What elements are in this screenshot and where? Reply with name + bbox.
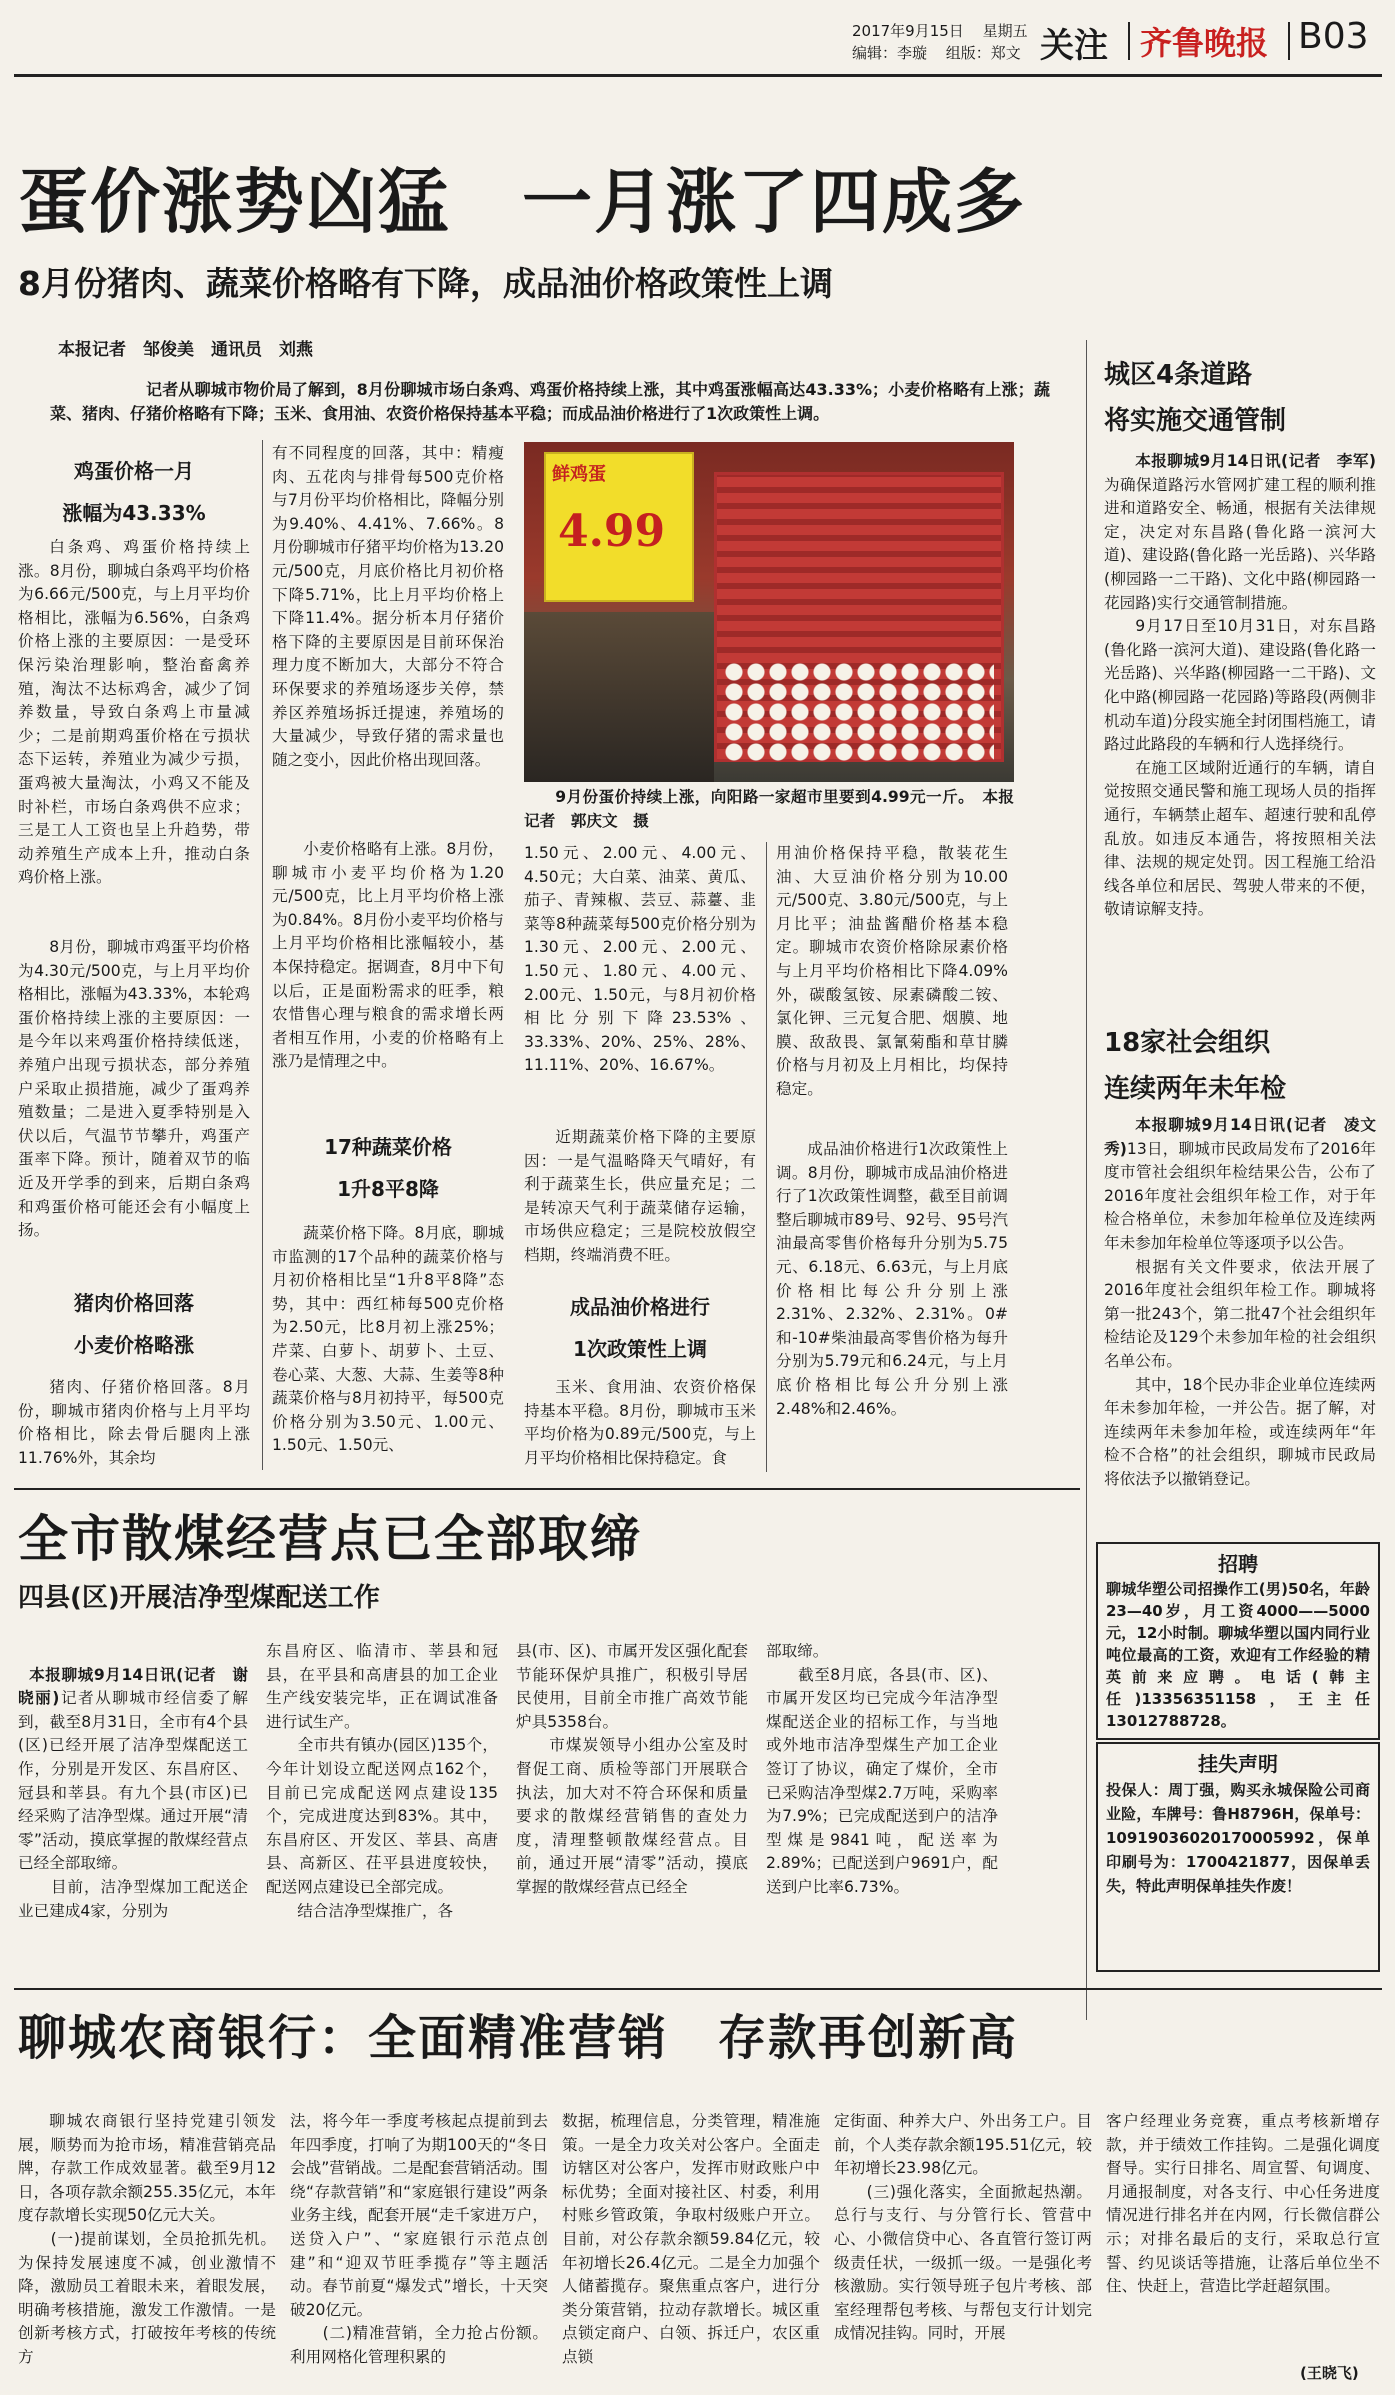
page-header: [0, 0, 1395, 70]
loss-notice: [1096, 1742, 1380, 1972]
egg-photo: [524, 442, 1014, 782]
story1-subhead-pork: 猪肉价格回落 小麦价格略涨: [74, 1291, 194, 1357]
masthead-divider-2: [1288, 22, 1290, 60]
story1-col3a: 1.50元、2.00元、4.00元、4.50元；大白菜、油菜、黄瓜、茄子、青辣椒、芸豆、蒜薹、韭菜等8种蔬菜每500克价格分别为1.30元、2.00元、2.00元、1.50元、1.80元、4.00元、2.00元、1.50元，与8月初价格相比分别下降23.53%、33.33%、20%、25%、28%、11.11%、20%、16.67%。: [524, 844, 756, 1075]
story1-subhead-veg: 17种蔬菜价格 1升8平8降: [324, 1135, 452, 1201]
story5-rule: [14, 1988, 1382, 1990]
story2-title: 城区4条道路 将实施交通管制: [1104, 360, 1287, 436]
story1-col4b: 成品油价格进行1次政策性上调。8月份，聊城市成品油价格进行了1次政策性调整，截至目前调整后聊城市89号、92号、95号汽油最高零售价格每升分别为5.75元、6.18元、6.63元，与上月底价格相比每公升分别上涨2.31%、2.32%、2.31%。0#和-10#柴油最高零售价格为每升分别为5.79元和6.24元，与上月底价格相比每公升分别上涨2.48%和2.46%。: [776, 1140, 1008, 1418]
story4-col4: 部取缔。 截至8月底，各县(市、区)、市属开发区均已完成今年洁净型煤配送企业的招标工作，与当地或外地市洁净型煤生产加工企业签订了协议，确定了煤价，全市已采购洁净型煤2.7万吨，采购率为7.9%；已完成配送到户的洁净型煤是9841吨，配送率为2.89%；已配送到户9691户，配送到户比率6.73%。: [766, 1642, 998, 1896]
story5-col1: 聊城农商银行坚持党建引领发展，顺势而为抢市场，精准营销亮品牌，存款工作成效显著。截至9月12日，各项存款余额255.35亿元，本年度存款增长实现50亿元大关。 (一)提前谋划，全员抢抓先机。为保持发展速度不减，创业激情不降，激励员工着眼未来，着眼发展，明确考核措施，激发工作激情。一是创新考核方式，打破按年考核的传统方: [18, 2112, 276, 2366]
story2-byline-para: [1104, 450, 1376, 615]
masthead-logo: 齐鲁晚报: [1140, 24, 1269, 62]
story2-p1: 为确保道路污水管网扩建工程的顺利推进和道路安全、畅通，根据有关法律规定，决定对东昌路(鲁化路一滨河大道)、建设路(鲁化路一光岳路)、兴华路(柳园路一二干路)、文化中路(柳园路一花园路)实行交通管制措施。: [1104, 475, 1376, 612]
story1-col3b: 近期蔬菜价格下降的主要原因：一是气温略降天气晴好，有利于蔬菜生长，供应量充足；二是转凉天气利于蔬菜储存运输，市场供应稳定；三是院校放假空档期，终端消费不旺。: [524, 1128, 756, 1264]
col-divider: [766, 842, 767, 1472]
loss-text: 投保人：周丁强，购买永城保险公司商业险，车牌号：鲁H8796H，保单号：109190360201700059​92，保单印刷号为：1700421877，因保单丢失，特此声明保单挂失作废！: [1106, 1781, 1370, 1895]
price-sign-value: 4.99: [558, 506, 666, 557]
story1-lead: 记者从聊城市物价局了解到，8月份聊城市场白条鸡、鸡蛋价格持续上涨，其中鸡蛋涨幅高达43.33%；小麦价格略有上涨；蔬菜、猪肉、仔猪价格略有下降；玉米、食用油、农资价格保持基本平稳；而成品油价格进行了1次政策性上调。: [50, 380, 1050, 423]
price-sign: [544, 452, 694, 602]
right-rail-divider: [1086, 340, 1087, 2020]
story3-p1: 13日，聊城市民政局发布了2016年度市管社会组织年检结果公告，公布了2016年度社会组织年检工作，对于年检合格单位，未参加年检单位及连续两年未参加年检单位等逐项予以公告。: [1104, 1139, 1376, 1252]
story1-col2b: 小麦价格略有上涨。8月份，聊城市小麦平均价格为1.20元/500克，比上月平均价格上涨为0.84%。8月份小麦平均价格与上月平均价格相比涨幅较小，基本保持稳定。据调查，8月中下旬以后，正是面粉需求的旺季，粮农惜售心理与粮食的需求增长两者相互作用，小麦的价格略有上涨乃是情理之中。: [272, 840, 504, 1071]
story5-col2: 法，将今年一季度考核起点提前到去年四季度，打响了为期100天的“冬日会战”营销战。二是配套营销活动。围绕“存款营销”和“家庭银行建设”两条业务主线，配套开展“走千家进万户，送贷入户”、“家庭银行示范点创建”和“迎双节旺季揽存”等主题活动。春节前夏“爆发式”增长，十天突破20亿元。 (二)精准营销，全力抢占份额。利用网格化管理积累的: [290, 2112, 548, 2366]
story5-col4: 定街面、种养大户、外出务工户。目前，个人类存款余额195.51亿元，较年初增长23.98亿元。 (三)强化落实，全面掀起热潮。总行与支行、与分管行长、管营中心、小微信贷中心、各直管行签订两级责任状，一级抓一级。一是强化考核激励。实行领导班子包片考核、部室经理帮包考核、与帮包支行计划完成情况挂钩。同时，开展: [834, 2112, 1092, 2343]
story3-p2: 根据有关文件要求，依法开展了2016年度社会组织年检工作。聊城将第一批243个，第二批47个社会组织年检结论及129个未参加年检的社会组织名单公布。: [1104, 1257, 1376, 1370]
col-divider: [262, 440, 263, 1470]
header-rule: [14, 74, 1382, 77]
story2-p3: 在施工区域附近通行的车辆，请自觉按照交通民警和施工现场人员的指挥通行，车辆禁止超车、超速行驶和乱停乱放。如违反本通告，将按照相关法律、法规的规定处罚。因工程施工给沿线各单位和居民、驾驶人带来的不便，敬请谅解支持。: [1104, 758, 1376, 919]
story1-title: 蛋价涨势凶猛 一月涨了四成多: [18, 161, 1026, 243]
story4-col1: [18, 1640, 248, 1960]
story5-title: 聊城农商银行：全面精准营销 存款再创新高: [18, 2010, 1019, 2066]
story4-title: 全市散煤经营点已全部取缔: [18, 1510, 642, 1568]
issue-date: [852, 20, 1028, 41]
photo-shelf: [524, 612, 714, 782]
designer-text: 组版：郑文: [945, 44, 1021, 62]
story1-col1a: 白条鸡、鸡蛋价格持续上涨。8月份，聊城白条鸡平均价格为6.66元/500克，与上月平均价格相比，涨幅为6.56%，白条鸡价格上涨的主要原因：一是受环保污染治理影响，整治畜禽养殖，淘汰不达标鸡舍，减少了饲养数量，导致白条鸡上市量减少；二是前期鸡蛋价格在亏损状态下运转，养殖业为减少亏损，蛋鸡被大量淘汰，小鸡又不能及时补栏，市场白条鸡供不应求；三是工人工资也呈上升趋势，带动养殖生产成本上升，推动白条鸡价格上涨。: [18, 538, 250, 887]
price-sign-label: 鲜鸡蛋: [552, 464, 606, 485]
story1-col3c: 玉米、食用油、农资价格保持基本平稳。8月份，聊城市玉米平均价格为0.89元/500克，与上月平均价格相比保持稳定。食: [524, 1378, 756, 1467]
story2-byline: 本报聊城9月14日讯(记者 李军): [1135, 452, 1376, 470]
story4-byline: 本报聊城9月14日讯(记者 谢晓丽): [18, 1665, 248, 1708]
story3-p3: 其中，18个民办非企业单位连续两年未参加年检，一并公告。据了解，对连续两年未参加年检，或连续两年“年检不合格”的社会组织，聊城市民政局将依法予以撤销登记。: [1104, 1375, 1376, 1488]
date-text: 2017年9月15日: [852, 22, 964, 40]
story1-col2a: 有不同程度的回落，其中：精瘦肉、五花肉与排骨每500克价格与7月份平均价格相比，降幅分别为9.40%、4.41%、7.66%。8月份聊城市仔猪平均价格为13.20元/500克，月底价格比月初价格下降5.71%，比上月平均价格上下降11.4%。据分析本月仔猪价格下降的主要原因是目前环保治理力度不断加大，大部分不符合环保要求的养殖场逐步关停，禁养区养殖场拆迁提速，养殖场的大量减少，导致仔猪的需求量也随之变小，因此价格出现回落。: [272, 444, 504, 769]
recruit-ad: [1096, 1542, 1380, 1740]
page-number: B03: [1298, 16, 1369, 57]
story5-col5: 客户经理业务竞赛，重点考核新增存款，并于绩效工作挂钩。二是强化调度督导。实行日排名、周宣誓、旬调度、月通报制度，对各支行、中心任务进度情况进行排名并在内网，行长微信群公示；对排名最后的支行，采取总行宣誓、约见谈话等措施，让落后单位坐不住、快赶上，营造比学赶超氛围。: [1106, 2112, 1380, 2296]
story1-col1b: 8月份，聊城市鸡蛋平均价格为4.30元/500克，与上月平均价格相比，涨幅为43.33%，本轮鸡蛋价格持续上涨的主要原因：一是今年以来鸡蛋价格持续低迷，养殖户出现亏损状态，部分养殖户采取止损措施，减少了蛋鸡养殖数量；二是进入夏季特别是入伏以后，气温节节攀升，鸡蛋产蛋率下降。预计，随着双节的临近及开学季的到来，后期白条鸡和鸡蛋价格可能还会有小幅度上扬。: [18, 938, 250, 1240]
story4-col3: 县(市、区)、市属开发区强化配套节能环保炉具推广，积极引导居民使用，目前全市推广高效节能炉具5358台。 市煤炭领导小组办公室及时督促工商、质检等部门开展联合执法，加大对不符合环保和质量要求的散煤经营销售的查处力度，清理整顿散煤经营点。目前，通过开展“清零”活动，摸底掌握的散煤经营点已经全: [516, 1642, 748, 1896]
story1-byline: 本报记者 邹俊美 通讯员 刘燕: [58, 340, 313, 360]
story1-col2c: 蔬菜价格下降。8月底，聊城市监测的17个品种的蔬菜价格与月初价格相比呈“1升8平8降”态势，其中：西红柿每500克价格为2.50元，比8月初上涨25%；芹菜、白萝卜、胡萝卜、土豆、卷心菜、大葱、大蒜、生姜等8种蔬菜价格与8月初持平，每500克价格分别为3.50元、1.00元、1.50元、1.50元、: [272, 1224, 504, 1455]
story4-col2: 东昌府区、临清市、莘县和冠县，在平县和高唐县的加工企业生产线安装完毕，正在调试准备进行试生产。 全市共有镇办(园区)135个，今年计划设立配送网点162个，目前已完成配送网点建设135个，完成进度达到83%。其中，东昌府区、开发区、莘县、高唐县、高新区、茌平县进度较快，配送网点建设已全部完成。 结合洁净型煤推广，各: [266, 1642, 498, 1920]
loss-title: 挂失声明: [1198, 1752, 1278, 1776]
photo-caption: 9月份蛋价持续上涨，向阳路一家超市里要到4.99元一斤。 本报记者 郭庆文 摄: [524, 788, 1014, 830]
story3-byline: 本报聊城9月14日讯(记者 凌文秀): [1104, 1116, 1376, 1158]
story1-subtitle: 8月份猪肉、蔬菜价格略有下降，成品油价格政策性上调: [18, 264, 833, 303]
story4-rule: [14, 1488, 1080, 1490]
masthead-divider: [1128, 22, 1130, 60]
recruit-text: 聊城华塑公司招操作工(男)50名，年龄23—40岁，月工资4000——5000元，12小时制。聊城华塑以国内同行业吨位最高的工资，欢迎有工作经验的精英前来应聘。电话(韩主任)13356351158，王主任13012788728。: [1106, 1580, 1370, 1730]
story1-col1c: 猪肉、仔猪价格回落。8月份，聊城市猪肉价格与上月平均价格相比，除去骨后腿肉上涨11.76%外，其余均: [18, 1378, 250, 1467]
editor-line: [852, 42, 1021, 63]
section-name: 关注: [1040, 26, 1108, 66]
story1-col4a: 用油价格保持平稳，散装花生油、大豆油价格分别为10.00元/500克、3.80元/500克，与上月比平；油盐酱醋价格基本稳定。聊城市农资价格除尿素价格与上月平均价格相比下降4.09%外，碳酸氢铵、尿素磷酸二铵、氯化钾、三元复合肥、烟膜、地膜、敌敌畏、氯氰菊酯和草甘膦价格与月初及上月相比，均保持稳定。: [776, 844, 1008, 1098]
story2-p2: 9月17日至10月31日，对东昌路(鲁化路一滨河大道)、建设路(鲁化路一光岳路)、兴华路(柳园路一二干路)、文化中路(柳园路一花园路)等路段(两侧非机动车道)分段实施全封闭围档施工，请路过此路段的车辆和行人选择绕行。: [1104, 617, 1376, 754]
editor-text: 编辑：李璇: [852, 44, 928, 62]
story3-body: [1104, 1114, 1376, 1534]
recruit-title: 招聘: [1218, 1552, 1258, 1576]
story4-col1-text: 记者从聊城市经信委了解到，截至8月31日，全市有4个县(区)已经开展了洁净型煤配送工作，分别是开发区、东昌府区、冠县和莘县。有九个县(市区)已经采购了洁净型煤。通过开展“清零”活动，摸底掌握的散煤经营点已经全部取缔。 目前，洁净型煤加工配送企业已建成4家，分别为: [18, 1689, 248, 1920]
story5-col3: 数据，梳理信息，分类管理，精准施策。一是全力攻关对公客户。全面走访辖区对公客户，发挥市财政账户中标优势；全面对接社区、村委，利用村账乡管政策，争取村级账户开立。目前，对公存款余额59.84亿元，较年初增长26.4亿元。二是全力加强个人储蓄揽存。聚焦重点客户，进行分类分策营销，拉动存款增长。城区重点锁定商户、白领、拆迁户，农区重点锁: [562, 2112, 820, 2366]
story3-byline-para: [1104, 1114, 1376, 1256]
story5-signoff: (王晓飞): [1300, 2364, 1359, 2382]
story3-title: 18家社会组织 连续两年未年检: [1104, 1028, 1287, 1104]
story2-body: [1104, 450, 1376, 1010]
story4-subtitle: 四县(区)开展洁净型煤配送工作: [18, 1583, 380, 1613]
story1-subhead-egg: 鸡蛋价格一月 涨幅为43.33%: [62, 459, 206, 525]
story1-subhead-oil: 成品油价格进行 1次政策性上调: [570, 1295, 710, 1361]
photo-eggs: [724, 662, 994, 762]
weekday-text: 星期五: [982, 22, 1028, 40]
